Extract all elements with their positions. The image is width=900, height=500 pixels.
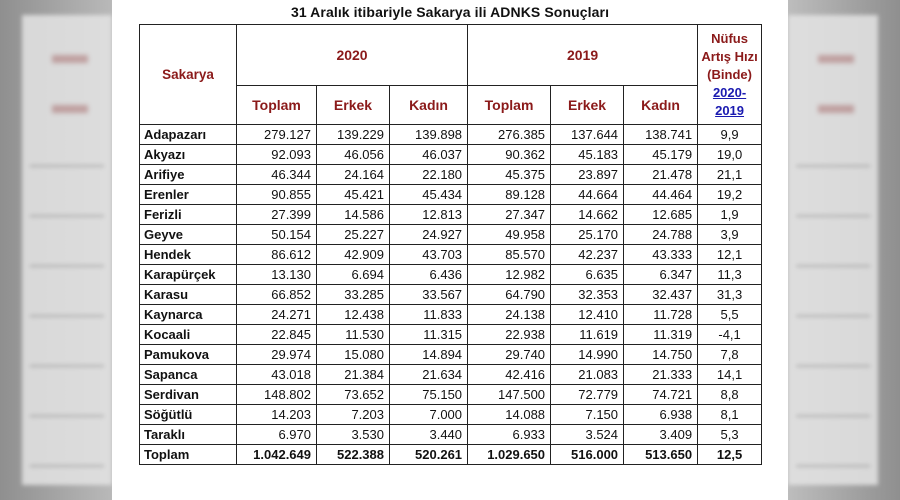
male-2020-cell: 25.227 <box>317 225 390 245</box>
male-2019-cell: 12.410 <box>551 305 624 325</box>
female-2019-cell: 12.685 <box>624 205 698 225</box>
total-2020-cell: 148.802 <box>237 385 317 405</box>
table-row <box>140 245 762 265</box>
male-2019-cell: 32.353 <box>551 285 624 305</box>
total-2019-cell: 14.088 <box>468 405 551 425</box>
male-2020-cell: 46.056 <box>317 145 390 165</box>
background-left-blur <box>0 0 112 500</box>
female-2019-cell: 11.319 <box>624 325 698 345</box>
female-2020-cell: 22.180 <box>390 165 468 185</box>
blur-mark <box>52 105 88 113</box>
total-2019-cell: 12.982 <box>468 265 551 285</box>
district-name-cell: Adapazarı <box>140 125 237 145</box>
table-body <box>140 125 762 465</box>
growth-rate-cell: 19,2 <box>698 185 762 205</box>
blur-mark <box>52 55 88 63</box>
growth-rate-cell: 7,8 <box>698 345 762 365</box>
blur-line <box>796 315 870 317</box>
female-2020-cell: 45.434 <box>390 185 468 205</box>
district-name-cell: Karapürçek <box>140 265 237 285</box>
district-name-cell: Erenler <box>140 185 237 205</box>
male-2020-cell: 3.530 <box>317 425 390 445</box>
growth-rate-cell: 8,1 <box>698 405 762 425</box>
table-row <box>140 345 762 365</box>
female-2020-cell: 75.150 <box>390 385 468 405</box>
female-2020-cell: 7.000 <box>390 405 468 425</box>
total-2019-cell: 42.416 <box>468 365 551 385</box>
female-2020-cell: 11.315 <box>390 325 468 345</box>
table-row <box>140 325 762 345</box>
female-2020-cell: 3.440 <box>390 425 468 445</box>
header-region: Sakarya <box>140 25 237 125</box>
total-2019-cell: 27.347 <box>468 205 551 225</box>
male-2019-cell: 516.000 <box>551 445 624 465</box>
blurred-sheet-left <box>22 15 112 485</box>
growth-rate-cell: 8,8 <box>698 385 762 405</box>
total-2019-cell: 6.933 <box>468 425 551 445</box>
growth-rate-cell: 12,5 <box>698 445 762 465</box>
female-2020-cell: 46.037 <box>390 145 468 165</box>
header-male-2019: Erkek <box>551 86 624 125</box>
district-name-cell: Hendek <box>140 245 237 265</box>
total-2020-cell: 22.845 <box>237 325 317 345</box>
female-2020-cell: 520.261 <box>390 445 468 465</box>
district-name-cell: Geyve <box>140 225 237 245</box>
male-2020-cell: 45.421 <box>317 185 390 205</box>
female-2019-cell: 21.478 <box>624 165 698 185</box>
total-2020-cell: 50.154 <box>237 225 317 245</box>
female-2019-cell: 44.464 <box>624 185 698 205</box>
table-row <box>140 185 762 205</box>
header-total-2020: Toplam <box>237 86 317 125</box>
district-name-cell: Söğütlü <box>140 405 237 425</box>
total-2019-cell: 276.385 <box>468 125 551 145</box>
header-year-2019: 2019 <box>468 25 698 86</box>
male-2019-cell: 11.619 <box>551 325 624 345</box>
total-2019-cell: 45.375 <box>468 165 551 185</box>
female-2019-cell: 74.721 <box>624 385 698 405</box>
growth-rate-cell: 5,5 <box>698 305 762 325</box>
female-2019-cell: 513.650 <box>624 445 698 465</box>
female-2020-cell: 21.634 <box>390 365 468 385</box>
male-2019-cell: 3.524 <box>551 425 624 445</box>
total-2020-cell: 46.344 <box>237 165 317 185</box>
total-2020-cell: 1.042.649 <box>237 445 317 465</box>
district-name-cell: Toplam <box>140 445 237 465</box>
male-2020-cell: 7.203 <box>317 405 390 425</box>
growth-rate-cell: 12,1 <box>698 245 762 265</box>
female-2019-cell: 6.347 <box>624 265 698 285</box>
table-row <box>140 205 762 225</box>
total-2020-cell: 6.970 <box>237 425 317 445</box>
growth-rate-cell: 21,1 <box>698 165 762 185</box>
total-2019-cell: 24.138 <box>468 305 551 325</box>
district-name-cell: Akyazı <box>140 145 237 165</box>
header-rate-line: (Binde) <box>707 66 752 82</box>
male-2019-cell: 21.083 <box>551 365 624 385</box>
male-2020-cell: 522.388 <box>317 445 390 465</box>
female-2019-cell: 3.409 <box>624 425 698 445</box>
male-2020-cell: 73.652 <box>317 385 390 405</box>
district-name-cell: Karasu <box>140 285 237 305</box>
blur-line <box>30 365 104 367</box>
district-name-cell: Arifiye <box>140 165 237 185</box>
table-title: 31 Aralık itibariyle Sakarya ili ADNKS Sonuçları <box>290 4 610 20</box>
male-2019-cell: 137.644 <box>551 125 624 145</box>
header-male-2020: Erkek <box>317 86 390 125</box>
female-2019-cell: 24.788 <box>624 225 698 245</box>
male-2020-cell: 15.080 <box>317 345 390 365</box>
growth-rate-cell: 5,3 <box>698 425 762 445</box>
district-name-cell: Sapanca <box>140 365 237 385</box>
header-year-2020: 2020 <box>237 25 468 86</box>
blur-line <box>30 265 104 267</box>
table-row <box>140 385 762 405</box>
district-name-cell: Pamukova <box>140 345 237 365</box>
female-2019-cell: 32.437 <box>624 285 698 305</box>
blur-line <box>796 365 870 367</box>
total-2020-cell: 13.130 <box>237 265 317 285</box>
male-2019-cell: 7.150 <box>551 405 624 425</box>
growth-rate-cell: 11,3 <box>698 265 762 285</box>
blur-line <box>30 165 104 167</box>
total-2019-cell: 64.790 <box>468 285 551 305</box>
female-2020-cell: 6.436 <box>390 265 468 285</box>
table-row <box>140 165 762 185</box>
male-2020-cell: 42.909 <box>317 245 390 265</box>
growth-rate-cell: 9,9 <box>698 125 762 145</box>
total-2020-cell: 86.612 <box>237 245 317 265</box>
female-2019-cell: 11.728 <box>624 305 698 325</box>
male-2020-cell: 14.586 <box>317 205 390 225</box>
female-2020-cell: 24.927 <box>390 225 468 245</box>
blur-line <box>30 415 104 417</box>
table-row <box>140 405 762 425</box>
female-2020-cell: 14.894 <box>390 345 468 365</box>
female-2020-cell: 12.813 <box>390 205 468 225</box>
female-2019-cell: 21.333 <box>624 365 698 385</box>
male-2019-cell: 72.779 <box>551 385 624 405</box>
total-2019-cell: 85.570 <box>468 245 551 265</box>
female-2020-cell: 33.567 <box>390 285 468 305</box>
male-2020-cell: 11.530 <box>317 325 390 345</box>
header-female-2020: Kadın <box>390 86 468 125</box>
total-2020-cell: 14.203 <box>237 405 317 425</box>
total-2020-cell: 92.093 <box>237 145 317 165</box>
total-2020-cell: 24.271 <box>237 305 317 325</box>
blur-line <box>30 215 104 217</box>
male-2019-cell: 23.897 <box>551 165 624 185</box>
blur-line <box>796 265 870 267</box>
table-row <box>140 365 762 385</box>
district-name-cell: Taraklı <box>140 425 237 445</box>
blur-mark <box>818 55 854 63</box>
document-sheet <box>112 0 788 500</box>
table-row <box>140 285 762 305</box>
district-name-cell: Serdivan <box>140 385 237 405</box>
blur-mark <box>818 105 854 113</box>
blur-line <box>30 315 104 317</box>
total-2020-cell: 66.852 <box>237 285 317 305</box>
male-2019-cell: 45.183 <box>551 145 624 165</box>
table-row <box>140 265 762 285</box>
total-2020-cell: 90.855 <box>237 185 317 205</box>
male-2020-cell: 33.285 <box>317 285 390 305</box>
male-2019-cell: 6.635 <box>551 265 624 285</box>
female-2020-cell: 11.833 <box>390 305 468 325</box>
total-2020-cell: 29.974 <box>237 345 317 365</box>
male-2020-cell: 21.384 <box>317 365 390 385</box>
header-female-2019: Kadın <box>624 86 698 125</box>
header-growth-rate <box>698 25 762 125</box>
male-2019-cell: 44.664 <box>551 185 624 205</box>
growth-rate-cell: -4,1 <box>698 325 762 345</box>
total-2020-cell: 43.018 <box>237 365 317 385</box>
total-2019-cell: 22.938 <box>468 325 551 345</box>
total-2019-cell: 1.029.650 <box>468 445 551 465</box>
male-2020-cell: 12.438 <box>317 305 390 325</box>
total-row <box>140 445 762 465</box>
header-rate-line: Nüfus <box>711 30 748 46</box>
growth-rate-cell: 1,9 <box>698 205 762 225</box>
total-2019-cell: 49.958 <box>468 225 551 245</box>
table-row <box>140 125 762 145</box>
total-2019-cell: 29.740 <box>468 345 551 365</box>
growth-rate-cell: 31,3 <box>698 285 762 305</box>
female-2019-cell: 14.750 <box>624 345 698 365</box>
female-2019-cell: 45.179 <box>624 145 698 165</box>
blur-line <box>796 465 870 467</box>
table-row <box>140 225 762 245</box>
total-2019-cell: 147.500 <box>468 385 551 405</box>
male-2019-cell: 42.237 <box>551 245 624 265</box>
female-2019-cell: 138.741 <box>624 125 698 145</box>
header-total-2019: Toplam <box>468 86 551 125</box>
total-2020-cell: 27.399 <box>237 205 317 225</box>
male-2019-cell: 25.170 <box>551 225 624 245</box>
blur-line <box>30 465 104 467</box>
male-2020-cell: 139.229 <box>317 125 390 145</box>
total-2019-cell: 89.128 <box>468 185 551 205</box>
population-table <box>139 24 762 465</box>
blur-line <box>796 215 870 217</box>
table-row <box>140 305 762 325</box>
growth-rate-cell: 19,0 <box>698 145 762 165</box>
male-2020-cell: 6.694 <box>317 265 390 285</box>
table-row <box>140 145 762 165</box>
female-2020-cell: 139.898 <box>390 125 468 145</box>
growth-rate-cell: 14,1 <box>698 365 762 385</box>
district-name-cell: Ferizli <box>140 205 237 225</box>
header-rate-line: Artış Hızı <box>701 48 758 64</box>
table-row <box>140 425 762 445</box>
female-2019-cell: 6.938 <box>624 405 698 425</box>
male-2019-cell: 14.990 <box>551 345 624 365</box>
growth-rate-cell: 3,9 <box>698 225 762 245</box>
female-2019-cell: 43.333 <box>624 245 698 265</box>
male-2020-cell: 24.164 <box>317 165 390 185</box>
header-rate-period-link[interactable]: 2020-2019 <box>712 84 747 118</box>
blur-line <box>796 415 870 417</box>
district-name-cell: Kocaali <box>140 325 237 345</box>
total-2019-cell: 90.362 <box>468 145 551 165</box>
female-2020-cell: 43.703 <box>390 245 468 265</box>
district-name-cell: Kaynarca <box>140 305 237 325</box>
total-2020-cell: 279.127 <box>237 125 317 145</box>
header-row-years <box>140 25 762 86</box>
blurred-sheet-right <box>788 15 878 485</box>
blur-line <box>796 165 870 167</box>
male-2019-cell: 14.662 <box>551 205 624 225</box>
background-right-blur <box>788 0 900 500</box>
